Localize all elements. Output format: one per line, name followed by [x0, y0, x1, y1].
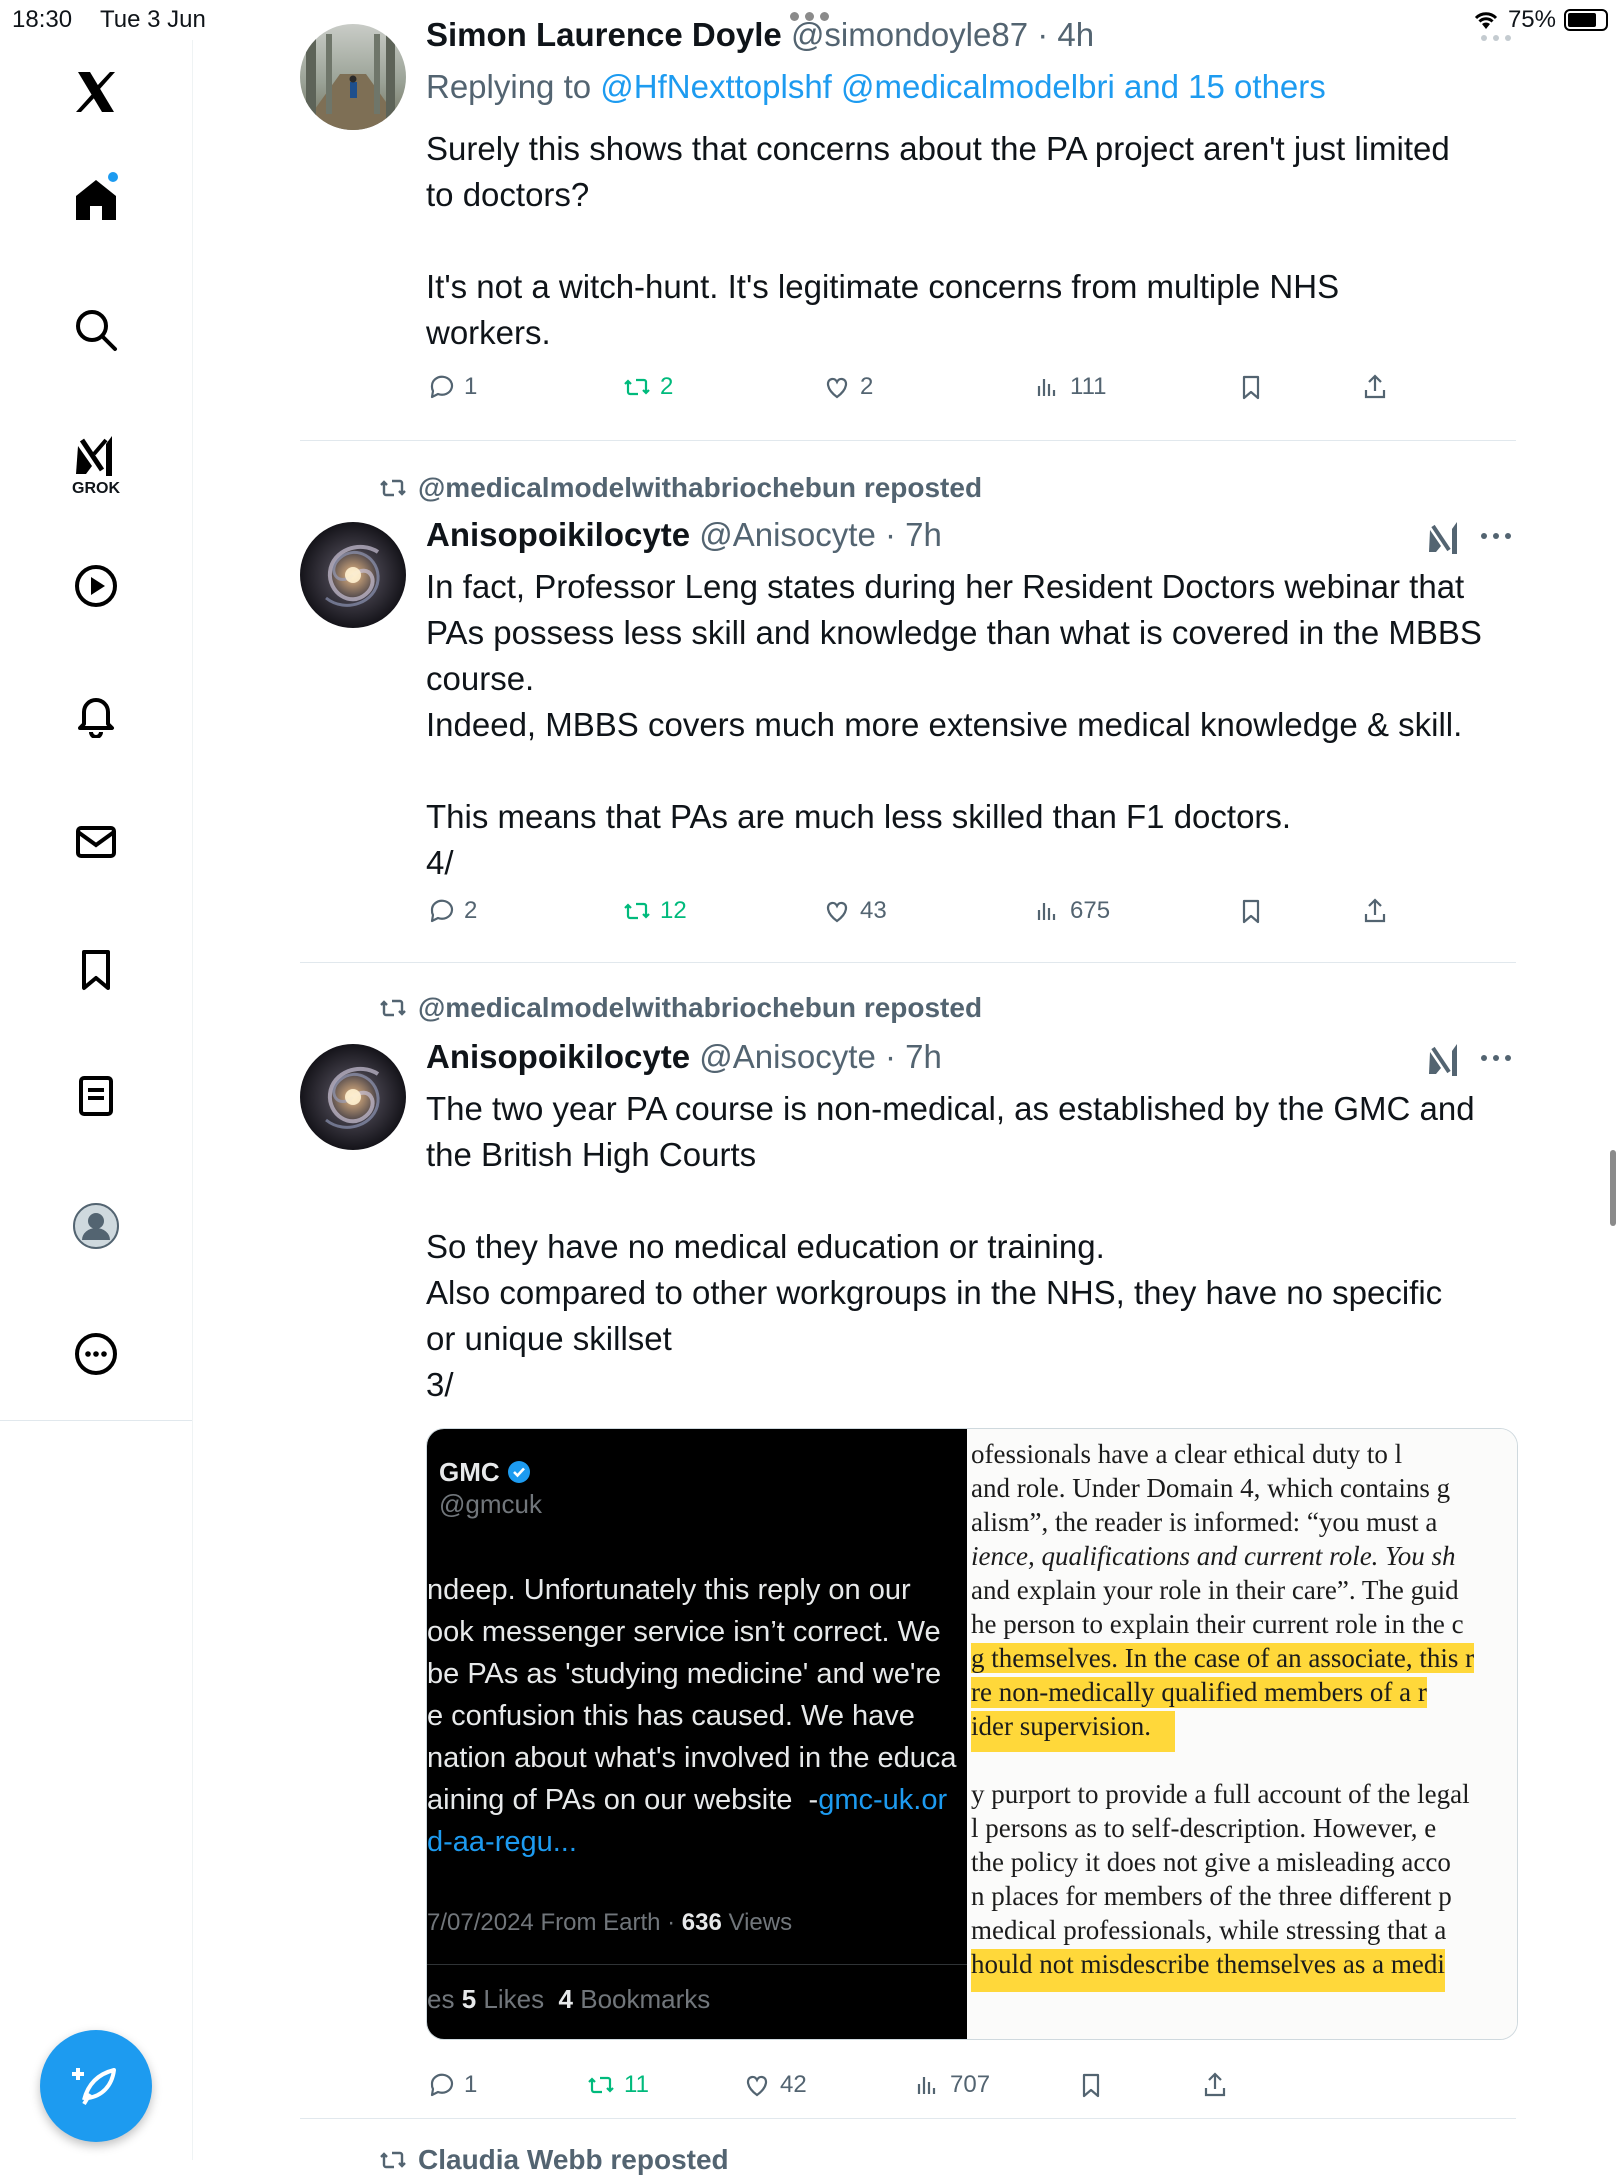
author-handle[interactable]: @Anisocyte	[699, 516, 876, 553]
bookmark-icon	[1076, 2070, 1106, 2100]
post-time[interactable]: 7h	[905, 1038, 942, 1075]
post-text: The two year PA course is non-medical, as established by the GMC and the British High Courts So they have no medical education or training. Also compared to other workgroups in the NHS, they have no specific or unique skillset 3/	[426, 1090, 1475, 1403]
author-name[interactable]: Simon Laurence Doyle	[426, 16, 782, 53]
gmc-bookmarks-count: 4	[558, 1984, 573, 2014]
gmc-line: ndeep. Unfortunately this reply on our	[427, 1574, 911, 1606]
author-avatar[interactable]	[300, 522, 406, 628]
author-avatar[interactable]	[300, 24, 406, 130]
like-count: 42	[780, 2071, 807, 2098]
repost-icon	[622, 372, 652, 402]
home-icon[interactable]	[64, 168, 128, 232]
profile-avatar-icon[interactable]	[64, 1194, 128, 1258]
status-date: Tue 3 Jun	[100, 6, 206, 33]
post-text: Surely this shows that concerns about the PA project aren't just limited to doctors? It's not a witch-hunt. It's legitimate concerns from multiple NHS workers.	[426, 130, 1450, 351]
gmc-line: be PAs as 'studying medicine' and we're	[427, 1658, 942, 1690]
post-media[interactable]	[426, 1428, 1518, 2040]
gmc-line: ook messenger service isn’t correct. We	[427, 1616, 941, 1648]
gmc-meta-prefix: 7/07/2024 From Earth ·	[427, 1909, 682, 1936]
post-separator	[300, 2118, 1516, 2119]
post-more-icon[interactable]	[1476, 524, 1516, 548]
post-more-icon[interactable]	[1476, 1046, 1516, 1070]
gmc-line-with-link	[427, 1779, 967, 1821]
paper-line: l persons as to self-description. However, e	[971, 1813, 1437, 1843]
gmc-line: e confusion this has caused. We have	[427, 1700, 915, 1732]
sidebar	[0, 40, 193, 2160]
post-more-icon[interactable]	[1476, 26, 1516, 50]
views-button[interactable]	[1032, 896, 1110, 926]
views-count: 675	[1070, 897, 1111, 924]
views-icon	[1032, 896, 1062, 926]
gmc-divider	[427, 1964, 967, 1965]
reply-count: 1	[464, 373, 478, 400]
repost-small-icon	[378, 2145, 408, 2175]
paper-line: hould not misdescribe themselves as a medi	[971, 1949, 1445, 1992]
compose-feather-icon	[70, 2060, 122, 2112]
gmc-handle: @gmcuk	[439, 1489, 542, 1519]
x-logo-icon[interactable]	[64, 60, 128, 124]
paper-line: he person to explain their current role in the c	[971, 1609, 1464, 1639]
scroll-indicator[interactable]	[1610, 1150, 1616, 1226]
sidebar-divider	[0, 1420, 192, 1421]
repost-icon	[586, 2070, 616, 2100]
paper-line: the policy it does not give a misleading acco	[971, 1847, 1451, 1877]
gmc-stats	[427, 1984, 710, 2015]
post-header: Anisopoikilocyte @Anisocyte · 7h	[426, 516, 942, 553]
gmc-likes-label: Likes	[476, 1984, 545, 2014]
paper-line: medical professionals, while stressing that a	[971, 1915, 1447, 1945]
paper-line-highlight-partial	[971, 1643, 1474, 1674]
repost-button[interactable]	[622, 372, 673, 402]
repost-small-icon	[378, 993, 408, 1023]
battery-percent: 75%	[1507, 6, 1556, 33]
post-actions	[426, 896, 1426, 936]
views-count: 111	[1070, 373, 1107, 400]
status-time: 18:30	[12, 6, 73, 33]
views-icon	[912, 2070, 942, 2100]
author-handle[interactable]: @Anisocyte	[699, 1038, 876, 1075]
heart-icon	[822, 372, 852, 402]
notifications-bell-icon[interactable]	[64, 682, 128, 746]
repost-button[interactable]	[586, 2070, 649, 2100]
repost-label[interactable]: @medicalmodelwithabriochebun reposted	[418, 472, 983, 503]
reply-icon	[426, 372, 456, 402]
grok-icon[interactable]	[64, 424, 128, 488]
post-time[interactable]: 7h	[905, 516, 942, 553]
views-count: 707	[950, 2071, 991, 2098]
bookmark-button[interactable]	[1236, 896, 1266, 926]
reply-button[interactable]	[426, 896, 477, 926]
like-button[interactable]	[822, 372, 873, 402]
share-button[interactable]	[1200, 2070, 1230, 2100]
gmc-link-2: d-aa-regu...	[427, 1826, 577, 1858]
court-document-excerpt[interactable]	[967, 1429, 1517, 2039]
like-count: 2	[860, 373, 874, 400]
views-icon	[1032, 372, 1062, 402]
grok-explain-icon[interactable]	[1426, 1042, 1462, 1078]
search-icon[interactable]	[64, 298, 128, 362]
messages-envelope-icon[interactable]	[64, 810, 128, 874]
author-name[interactable]: Anisopoikilocyte	[426, 516, 691, 553]
views-button[interactable]	[912, 2070, 990, 2100]
post-separator	[300, 962, 1516, 963]
grok-explain-icon[interactable]	[1426, 520, 1462, 556]
gmc-bookmarks-label: Bookmarks	[573, 1984, 711, 2014]
gmc-line: nation about what's involved in the educa	[427, 1742, 957, 1774]
post-separator	[300, 440, 1516, 441]
paper-line: alism”, the reader is informed: “you must a	[971, 1507, 1438, 1537]
paper-line: ofessionals have a clear ethical duty to l	[971, 1439, 1403, 1469]
author-avatar[interactable]	[300, 1044, 406, 1150]
views-button[interactable]	[1032, 372, 1106, 402]
gmc-meta	[427, 1909, 792, 1937]
bookmarks-icon[interactable]	[64, 938, 128, 1002]
compose-post-button[interactable]	[40, 2030, 152, 2142]
post-actions	[426, 372, 1426, 412]
heart-icon	[822, 896, 852, 926]
gmc-tweet-screenshot[interactable]	[427, 1429, 967, 2039]
reply-count: 1	[464, 2071, 478, 2098]
post-header: Simon Laurence Doyle @simondoyle87 · 4h	[426, 16, 1095, 53]
share-button[interactable]	[1360, 896, 1390, 926]
paper-line: ider supervision.	[971, 1711, 1175, 1752]
share-icon	[1360, 896, 1390, 926]
gmc-line: aining of PAs on our website -	[427, 1784, 819, 1816]
like-button[interactable]	[742, 2070, 807, 2100]
reply-icon	[426, 896, 456, 926]
bookmark-icon	[1236, 372, 1266, 402]
paper-line: re non-medically qualified members of a r	[971, 1677, 1427, 1707]
post-text: In fact, Professor Leng states during her Resident Doctors webinar that PAs possess less skill and knowledge than what is covered in the MBBS course. Indeed, MBBS covers much more extensive medical knowledge & skill. This means that PAs are much less skilled than F1 doctors. 4/	[426, 568, 1482, 881]
heart-icon	[742, 2070, 772, 2100]
replying-to-label: Replying to	[426, 68, 601, 105]
gmc-text	[427, 1569, 967, 1863]
repost-label[interactable]: Claudia Webb reposted	[418, 2144, 729, 2175]
gmc-stats-prefix: es	[427, 1984, 462, 2014]
reply-icon	[426, 2070, 456, 2100]
bookmark-icon	[1236, 896, 1266, 926]
post-actions	[426, 2070, 1426, 2110]
author-name[interactable]: Anisopoikilocyte	[426, 1038, 691, 1075]
author-handle[interactable]: @simondoyle87	[790, 16, 1029, 53]
replying-to	[426, 68, 1326, 106]
paper-line: ience, qualifications and current role. You sh	[971, 1541, 1456, 1571]
paper-line: and explain your role in their care”. The guid	[971, 1575, 1459, 1605]
paper-line: n places for members of the three different p	[971, 1881, 1452, 1911]
repost-indicator	[378, 2144, 729, 2176]
gmc-views-label: Views	[721, 1909, 793, 1936]
repost-indicator	[378, 992, 982, 1024]
gmc-likes-count: 5	[461, 1984, 477, 2014]
more-options-icon[interactable]	[64, 1322, 128, 1386]
video-play-icon[interactable]	[64, 554, 128, 618]
gmc-link-1: gmc-uk.or	[818, 1784, 948, 1816]
gmc-name	[439, 1457, 531, 1488]
post-header: Anisopoikilocyte @Anisocyte · 7h	[426, 1038, 942, 1075]
replying-to-link[interactable]: @HfNexttoplshf @medicalmodelbri and 15 others	[600, 68, 1326, 105]
repost-count: 12	[660, 897, 687, 924]
repost-count: 2	[660, 373, 674, 400]
paper-line: g themselves. In the case of an associate, this r	[971, 1643, 1475, 1673]
gmc-name-text: GMC	[439, 1457, 500, 1487]
repost-count: 11	[624, 2071, 649, 2098]
repost-button[interactable]	[622, 896, 687, 926]
like-count: 43	[860, 897, 887, 924]
repost-icon	[622, 896, 652, 926]
reply-button[interactable]	[426, 372, 477, 402]
bookmark-button[interactable]	[1076, 2070, 1106, 2100]
repost-label[interactable]: @medicalmodelwithabriochebun reposted	[418, 992, 983, 1023]
paper-line: y purport to provide a full account of the legal	[971, 1779, 1470, 1809]
like-button[interactable]	[822, 896, 887, 926]
repost-small-icon	[378, 473, 408, 503]
gmc-views-count: 636	[681, 1909, 722, 1936]
share-icon	[1200, 2070, 1230, 2100]
lists-icon[interactable]	[64, 1064, 128, 1128]
battery-icon	[1564, 9, 1608, 31]
share-icon	[1360, 372, 1390, 402]
grok-label: GROK	[72, 480, 120, 497]
reply-button[interactable]	[426, 2070, 477, 2100]
post-time[interactable]: 4h	[1057, 16, 1095, 53]
bookmark-button[interactable]	[1236, 372, 1266, 402]
repost-indicator	[378, 472, 982, 504]
reply-count: 2	[464, 897, 478, 924]
verified-badge-icon	[507, 1460, 531, 1484]
share-button[interactable]	[1360, 372, 1390, 402]
home-notification-dot	[108, 172, 118, 182]
paper-line: and role. Under Domain 4, which contains g	[971, 1473, 1451, 1503]
